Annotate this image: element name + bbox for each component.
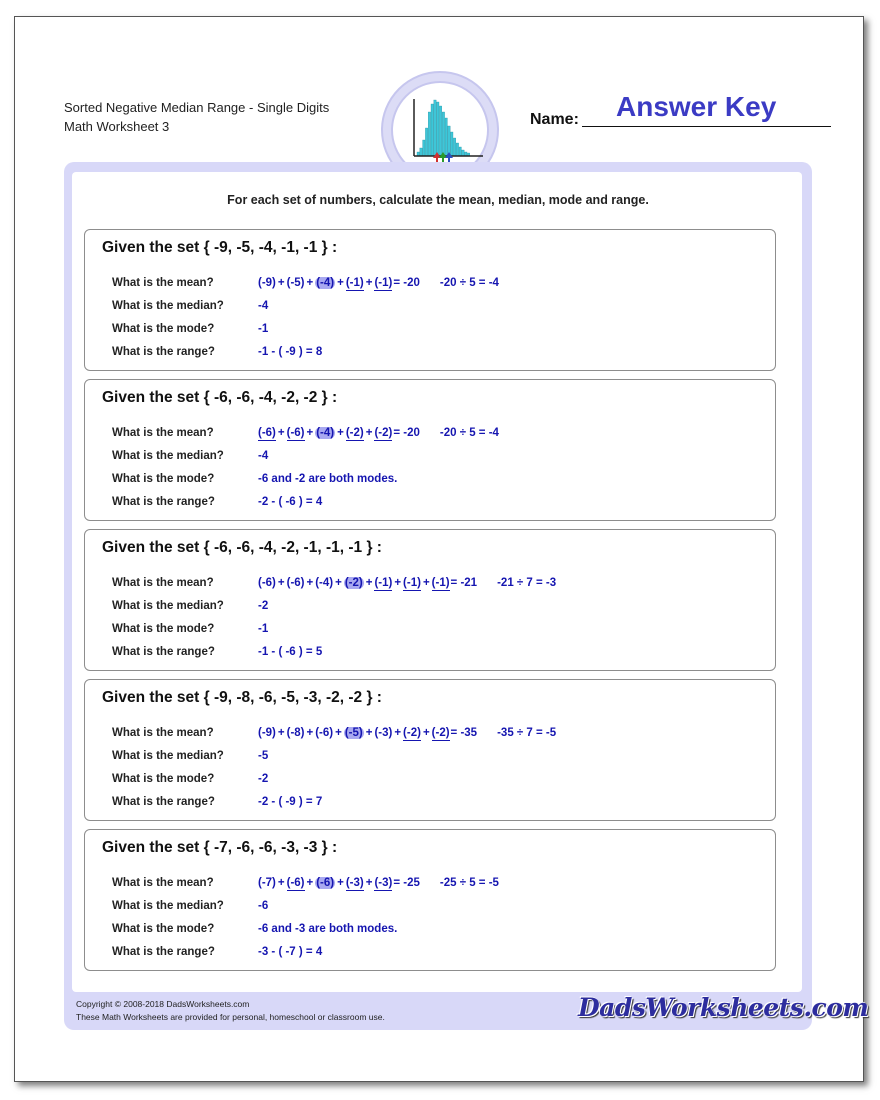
- problem-2: [84, 379, 776, 521]
- footer: [76, 998, 385, 1024]
- plus-sign: +: [335, 577, 342, 589]
- mode-question: What is the mode?: [112, 923, 215, 935]
- mode-answer: -1: [258, 623, 269, 635]
- mean-answer: [258, 877, 499, 891]
- worksheet-title: [64, 98, 329, 136]
- plus-sign: +: [394, 727, 402, 739]
- plus-sign: +: [277, 727, 285, 739]
- histogram-bar: [442, 112, 444, 156]
- term: (-9): [258, 727, 276, 739]
- range-answer: -2 - ( -9 ) = 7: [258, 796, 323, 808]
- given-set: Given the set { -7, -6, -6, -3, -3 } :: [102, 839, 338, 856]
- problem-1: [84, 229, 776, 371]
- mean-answer: [258, 577, 556, 591]
- term: (-6): [286, 577, 305, 589]
- mode-term: (-1): [403, 577, 421, 589]
- problem-4: [84, 679, 776, 821]
- instructions: For each set of numbers, calculate the mean, median, mode and range.: [227, 193, 649, 207]
- sum-result: = -20: [393, 427, 420, 439]
- histogram-bar: [439, 106, 441, 156]
- mode-term: (-6): [286, 427, 305, 439]
- plus-sign: +: [306, 427, 314, 439]
- sum-result: = -35: [450, 727, 478, 739]
- sum-result: = -20: [393, 277, 420, 289]
- mode-term: (-2): [374, 427, 393, 439]
- term: (-7): [258, 877, 276, 889]
- title-line-2: Math Worksheet 3: [64, 119, 170, 134]
- histogram-bar: [448, 126, 450, 156]
- range-question: What is the range?: [112, 946, 215, 958]
- mode-answer: -6 and -2 are both modes.: [258, 473, 398, 485]
- mode-term: (-1): [345, 277, 364, 289]
- plus-sign: +: [337, 277, 344, 289]
- mean-question: What is the mean?: [112, 877, 214, 889]
- mode-term: (-1): [374, 577, 393, 589]
- division-result: -20 ÷ 5 = -4: [439, 277, 499, 289]
- median-question: What is the median?: [112, 900, 224, 912]
- mode-term: (-6): [258, 427, 276, 439]
- plus-sign: +: [337, 427, 344, 439]
- mode-question: What is the mode?: [112, 773, 215, 785]
- plus-sign: +: [394, 577, 402, 589]
- histogram-bar: [462, 150, 464, 156]
- plus-sign: +: [335, 727, 342, 739]
- mode-term: (-3): [374, 877, 393, 889]
- given-set: Given the set { -6, -6, -4, -2, -2 } :: [102, 389, 338, 406]
- term: (-8): [286, 727, 305, 739]
- median-question: What is the median?: [112, 450, 224, 462]
- sum-result: = -21: [450, 577, 478, 589]
- range-question: What is the range?: [112, 346, 215, 358]
- median-answer: -4: [258, 450, 269, 462]
- histogram-bar: [420, 148, 422, 156]
- plus-sign: +: [365, 577, 373, 589]
- median-answer: -6: [258, 900, 269, 912]
- median-question: What is the median?: [112, 600, 224, 612]
- median-term: (-6): [316, 877, 335, 889]
- mode-term: (-6): [286, 877, 305, 889]
- median-answer: -5: [258, 750, 269, 762]
- range-question: What is the range?: [112, 796, 215, 808]
- mode-question: What is the mode?: [112, 473, 215, 485]
- mode-question: What is the mode?: [112, 323, 215, 335]
- histogram-bar: [434, 100, 436, 156]
- range-answer: -1 - ( -6 ) = 5: [258, 646, 323, 658]
- mode-answer: -6 and -3 are both modes.: [258, 923, 398, 935]
- term: (-5): [286, 277, 305, 289]
- plus-sign: +: [306, 577, 314, 589]
- range-answer: -2 - ( -6 ) = 4: [258, 496, 323, 508]
- histogram-bar: [459, 147, 461, 156]
- term: (-3): [374, 727, 393, 739]
- mode-term: (-2): [345, 427, 364, 439]
- mean-question: What is the mean?: [112, 427, 214, 439]
- mean-answer: [258, 727, 556, 741]
- mean-answer: [258, 277, 499, 291]
- mode-term: (-3): [345, 877, 364, 889]
- title-line-1: Sorted Negative Median Range - Single Digits: [64, 100, 330, 115]
- histogram-bar: [437, 102, 439, 156]
- given-set: Given the set { -9, -8, -6, -5, -3, -2, -2 } :: [102, 689, 382, 706]
- usage-notice: These Math Worksheets are provided for personal, homeschool or classroom use.: [76, 1012, 385, 1022]
- mode-answer: -2: [258, 773, 269, 785]
- mean-question: What is the mean?: [112, 577, 214, 589]
- given-set: Given the set { -6, -6, -4, -2, -1, -1, -1 } :: [102, 539, 382, 556]
- plus-sign: +: [306, 727, 314, 739]
- median-term: (-2): [344, 577, 363, 589]
- histogram-bar: [453, 138, 455, 156]
- median-answer: -2: [258, 600, 269, 612]
- plus-sign: +: [365, 277, 373, 289]
- term: (-6): [315, 727, 334, 739]
- histogram-bar: [456, 143, 458, 156]
- plus-sign: +: [365, 427, 373, 439]
- given-set: Given the set { -9, -5, -4, -1, -1 } :: [102, 239, 338, 256]
- range-question: What is the range?: [112, 646, 215, 658]
- mode-term: (-1): [374, 277, 393, 289]
- division-result: -21 ÷ 7 = -3: [497, 577, 557, 589]
- median-term: (-4): [316, 277, 335, 289]
- plus-sign: +: [422, 577, 430, 589]
- plus-sign: +: [277, 277, 285, 289]
- mean-answer: [258, 427, 499, 441]
- median-question: What is the median?: [112, 300, 224, 312]
- histogram-bar: [451, 132, 453, 156]
- plus-sign: +: [306, 877, 314, 889]
- histogram-bar: [445, 118, 447, 156]
- median-question: What is the median?: [112, 750, 224, 762]
- median-term: (-4): [316, 427, 335, 439]
- name-line: [582, 126, 831, 127]
- mean-question: What is the mean?: [112, 727, 214, 739]
- plus-sign: +: [365, 877, 373, 889]
- division-result: -35 ÷ 7 = -5: [497, 727, 557, 739]
- plus-sign: +: [277, 577, 285, 589]
- plus-sign: +: [277, 877, 285, 889]
- range-answer: -3 - ( -7 ) = 4: [258, 946, 323, 958]
- term: (-6): [258, 577, 276, 589]
- histogram-bar: [428, 112, 430, 156]
- median-term: (-5): [344, 727, 363, 739]
- mode-answer: -1: [258, 323, 269, 335]
- problem-3: [84, 529, 776, 671]
- term: (-9): [258, 277, 276, 289]
- division-result: -25 ÷ 5 = -5: [439, 877, 499, 889]
- plus-sign: +: [306, 277, 314, 289]
- range-question: What is the range?: [112, 496, 215, 508]
- mode-term: (-2): [403, 727, 421, 739]
- plus-sign: +: [337, 877, 344, 889]
- mean-question: What is the mean?: [112, 277, 214, 289]
- plus-sign: +: [422, 727, 430, 739]
- histogram-bar: [423, 140, 425, 156]
- plus-sign: +: [277, 427, 285, 439]
- copyright: Copyright © 2008-2018 DadsWorksheets.com: [76, 999, 250, 1009]
- range-answer: -1 - ( -9 ) = 8: [258, 346, 323, 358]
- plus-sign: +: [365, 727, 373, 739]
- name-label: Name:: [530, 111, 579, 128]
- mode-question: What is the mode?: [112, 623, 215, 635]
- brand-logo: DadsWorksheets.com: [578, 993, 869, 1022]
- histogram-bar: [431, 104, 433, 156]
- division-result: -20 ÷ 5 = -4: [439, 427, 499, 439]
- problem-5: [84, 829, 776, 971]
- histogram-bar: [425, 128, 427, 156]
- mode-term: (-2): [431, 727, 450, 739]
- sum-result: = -25: [393, 877, 420, 889]
- term: (-4): [315, 577, 334, 589]
- mode-term: (-1): [431, 577, 450, 589]
- median-answer: -4: [258, 300, 269, 312]
- answer-key: Answer Key: [616, 91, 777, 122]
